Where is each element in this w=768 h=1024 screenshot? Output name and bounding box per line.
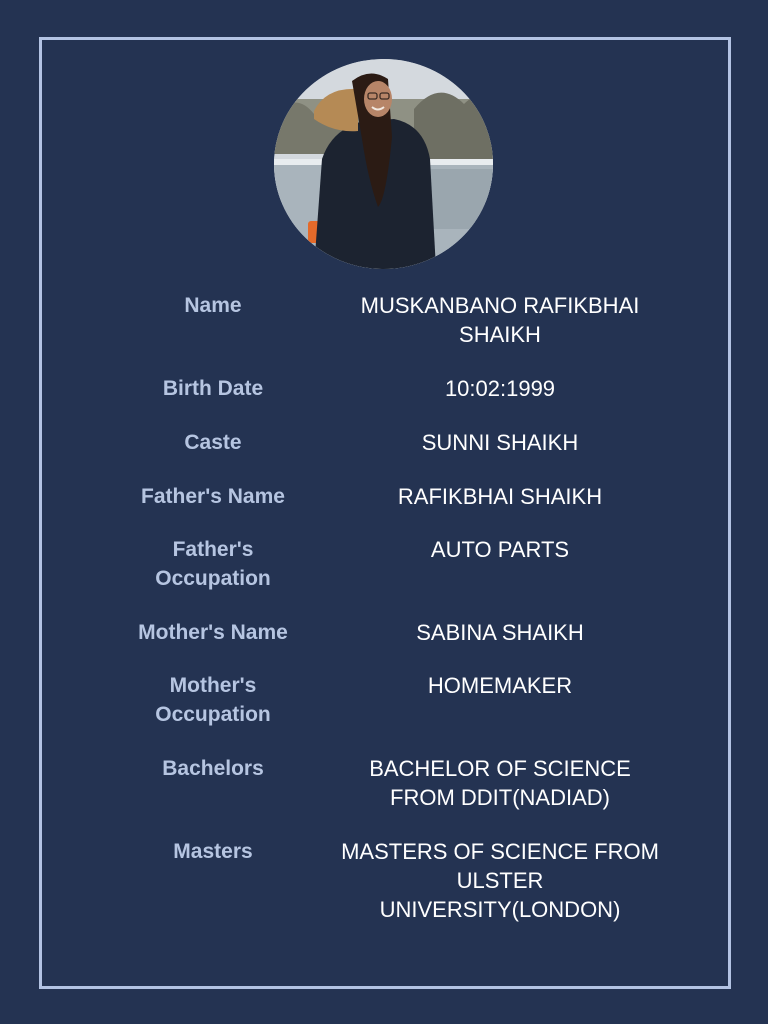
field-label: Father's Name [141, 485, 285, 508]
field-value: RAFIKBHAI SHAIKH [397, 484, 603, 509]
field-value: MUSKANBANO RAFIKBHAI SHAIKH [360, 293, 640, 347]
person-photo-icon [274, 59, 493, 269]
field-label: Birth Date [162, 377, 264, 400]
field-value: 10:02:1999 [444, 376, 556, 401]
field-label: Name [184, 294, 242, 317]
field-label: Masters [173, 840, 253, 863]
field-value: HOMEMAKER [427, 673, 573, 698]
field-value: SUNNI SHAIKH [421, 430, 579, 455]
field-value: SABINA SHAIKH [416, 620, 584, 645]
profile-photo [274, 59, 493, 269]
field-value: MASTERS OF SCIENCE FROM ULSTER UNIVERSITY(LONDON) [341, 839, 659, 922]
field-label: Mother's Name [138, 621, 288, 644]
field-label: Father's Occupation [155, 538, 271, 590]
field-label: Caste [184, 431, 242, 454]
field-value: BACHELOR OF SCIENCE FROM DDIT(NADIAD) [369, 756, 631, 810]
field-label: Mother's Occupation [155, 674, 271, 726]
field-value: AUTO PARTS [430, 537, 570, 562]
field-label: Bachelors [162, 757, 264, 780]
